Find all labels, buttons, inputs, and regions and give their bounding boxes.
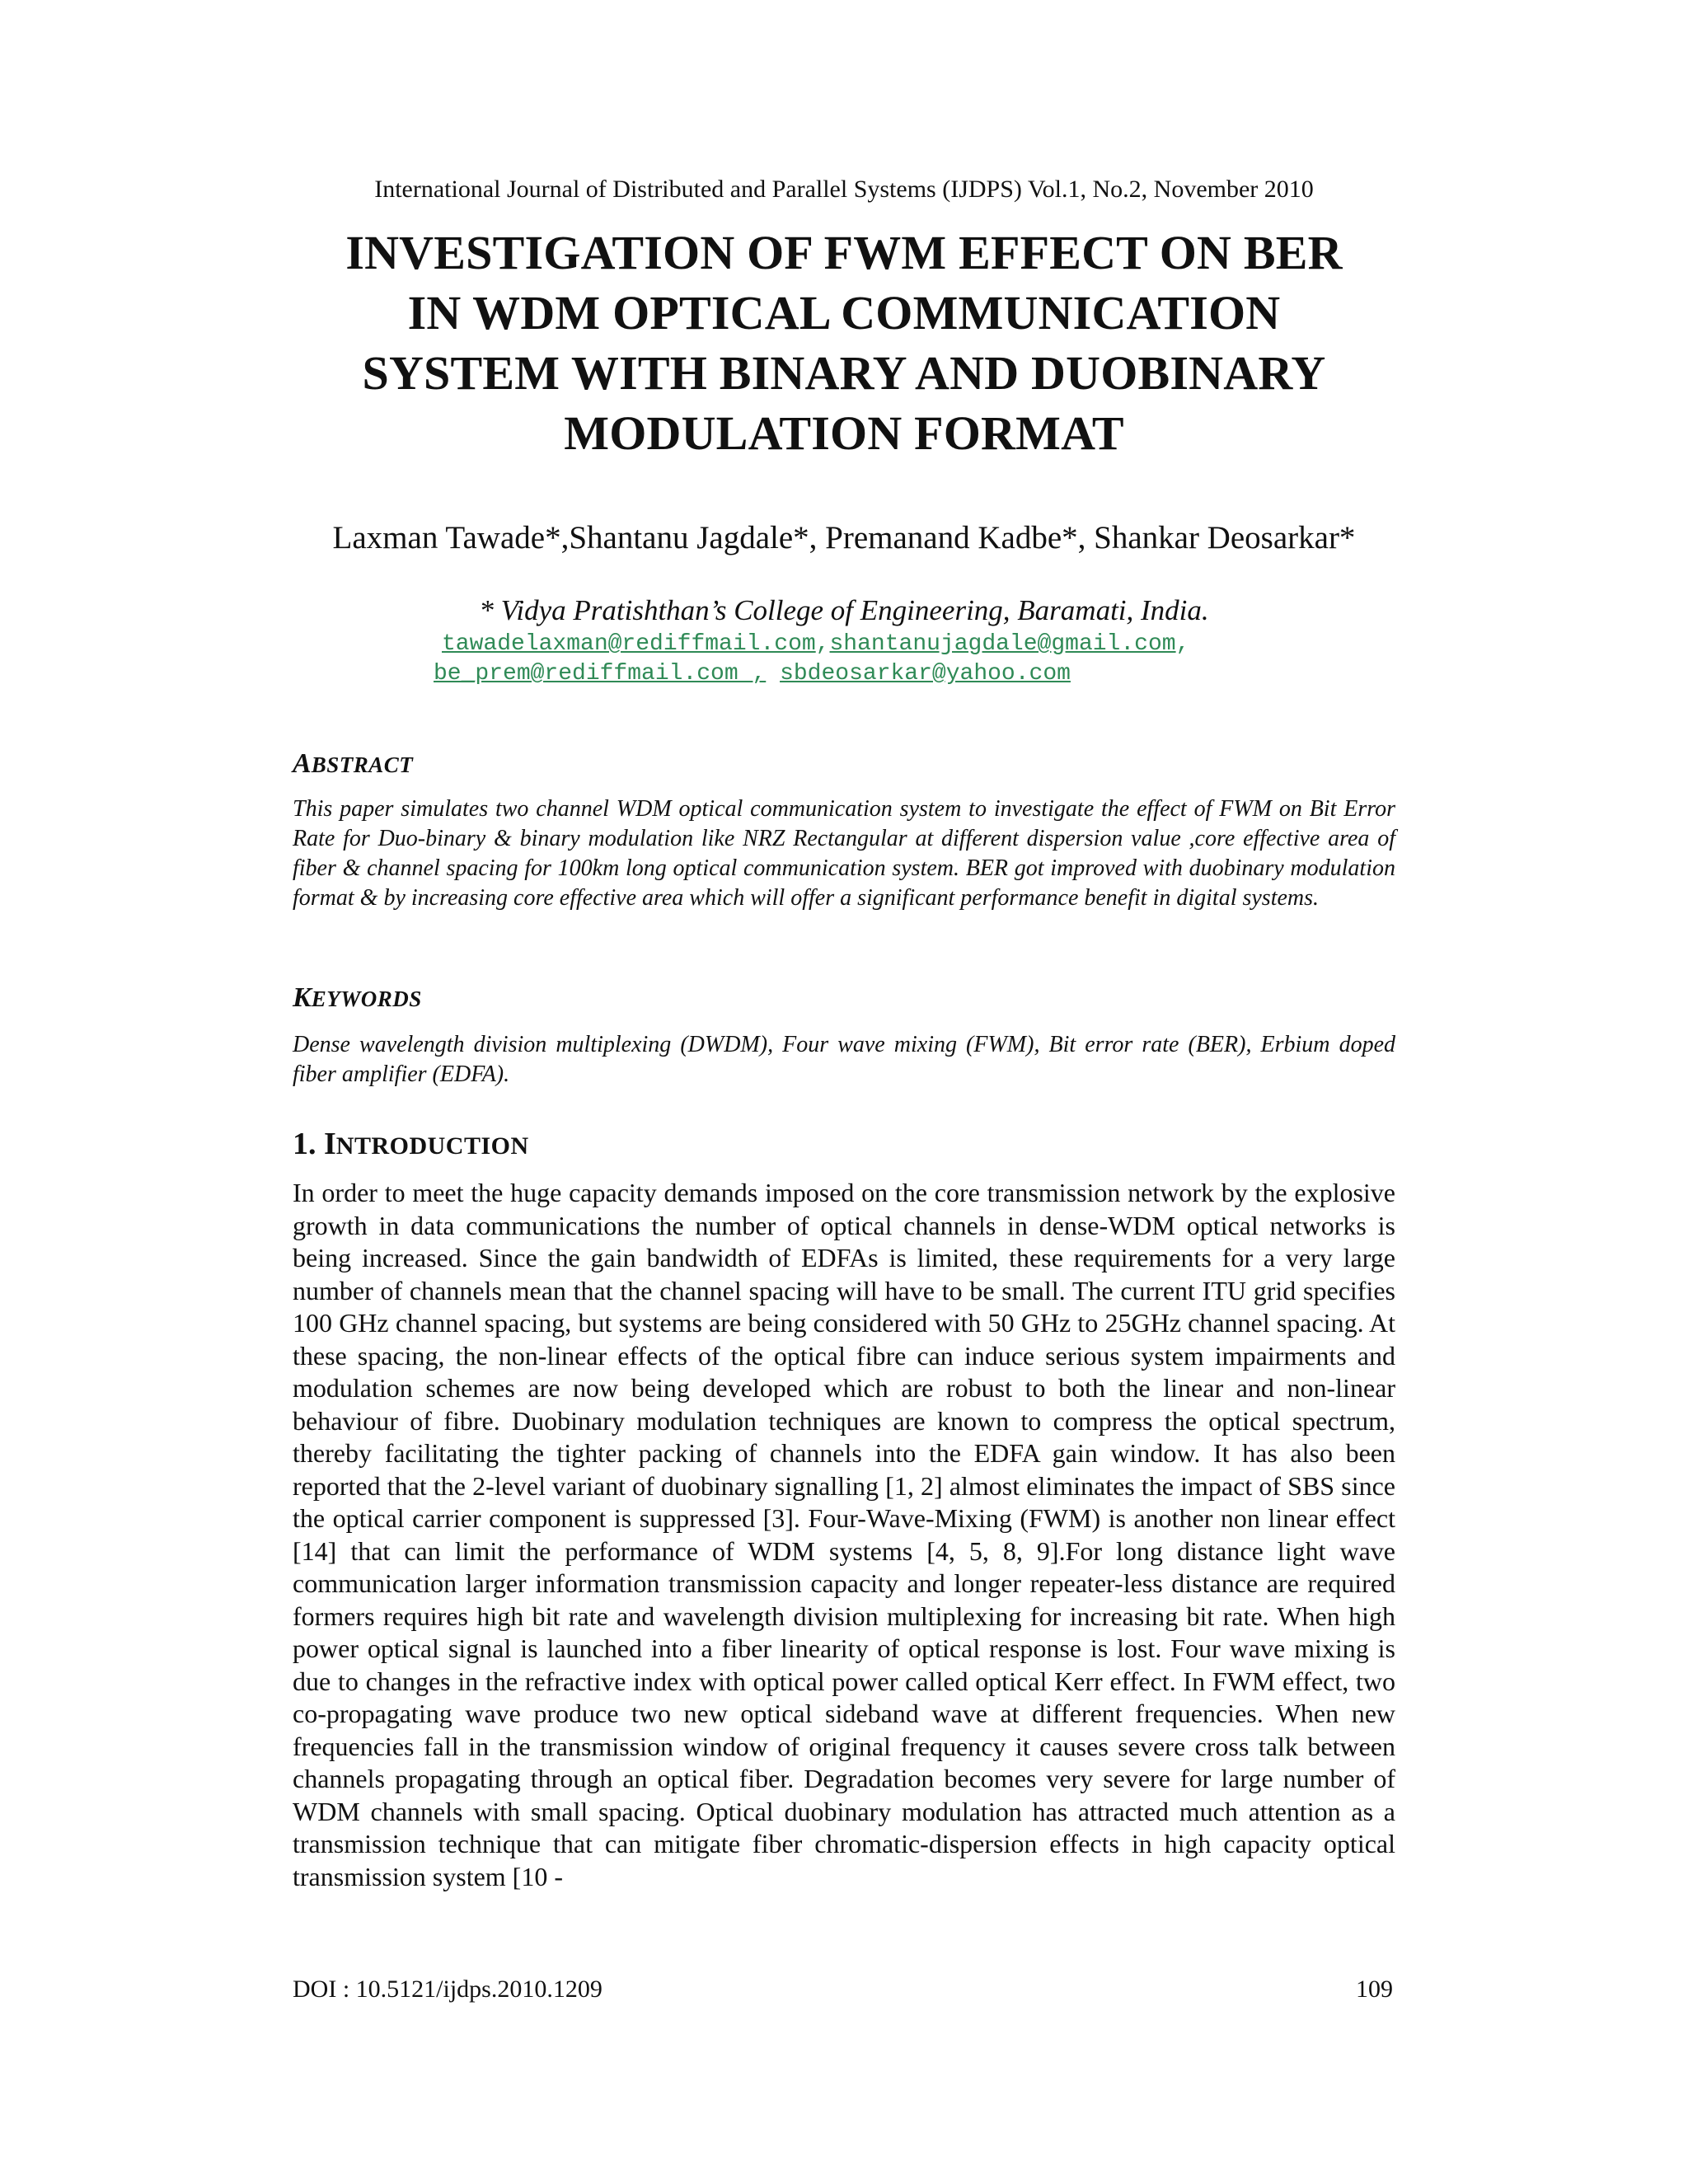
introduction-heading-rest: NTRODUCTION <box>335 1132 529 1160</box>
introduction-heading <box>293 1124 529 1170</box>
author-list: Laxman Tawade*,Shantanu Jagdale*, Premanand Kadbe*, Shankar Deosarkar* <box>332 520 1356 555</box>
email-link-jagdale[interactable]: shantanujagdale@gmail.com <box>829 631 1176 657</box>
email-link-kadbe[interactable]: be_prem@rediffmail.com , <box>434 661 767 687</box>
abstract-heading-rest: BSTRACT <box>311 752 414 777</box>
paper-title: INVESTIGATION OF FWM EFFECT ON BER IN WDM OPTICAL COMMUNICATION SYSTEM WITH BINARY AND DUOBINARY MODULATION FORMAT <box>345 226 1343 460</box>
affiliation: * Vidya Pratishthan’s College of Engineering, Baramati, India. <box>479 594 1209 626</box>
keywords-heading-initial: K <box>293 982 312 1013</box>
keywords-heading <box>293 981 422 1016</box>
page-number: 109 <box>1356 1975 1393 2003</box>
email-link-deosarkar[interactable]: sbdeosarkar@yahoo.com <box>780 661 1071 687</box>
abstract-body: This paper simulates two channel WDM optical communication system to investigate the effect of FWM on Bit Error Rate for Duo-binary & binary modulation like NRZ Rectangular at different dispersion value ,core effective area of fiber & channel spacing for 100km long optical communication system. BER got improved with duobinary modulation format & by increasing core effective area which will offer a significant performance benefit in digital systems. <box>293 796 1395 911</box>
keywords-heading-rest: EYWORDS <box>311 987 422 1011</box>
email-separator: , <box>1175 631 1190 657</box>
journal-header: International Journal of Distributed and Parallel Systems (IJDPS) Vol.1, No.2, November 2010 <box>374 176 1314 203</box>
abstract-heading-initial: A <box>293 748 312 779</box>
email-separator: , <box>815 631 830 657</box>
section-number: 1. <box>293 1127 324 1161</box>
abstract-heading <box>293 747 413 782</box>
email-line-2 <box>434 659 1071 689</box>
keywords-body: Dense wavelength division multiplexing (DWDM), Four wave mixing (FWM), Bit error rate (BER), Erbium doped fiber amplifier (EDFA). <box>293 1032 1395 1087</box>
introduction-heading-initial: I <box>324 1127 336 1161</box>
doi-footer: DOI : 10.5121/ijdps.2010.1209 <box>293 1975 603 2003</box>
email-link-tawade[interactable]: tawadelaxman@rediffmail.com <box>442 631 816 657</box>
introduction-body: In order to meet the huge capacity demands imposed on the core transmission network by the explosive growth in data communications the number of optical channels in dense-WDM optical networks is being increased. Since the gain bandwidth of EDFAs is limited, these requirements for a very large number of channels mean that the channel spacing will have to be small. The current ITU grid specifies 100 GHz channel spacing, but systems are being considered with 50 GHz to 25GHz channel spacing. At these spacing, the non-linear effects of the optical fibre can induce serious system impairments and modulation schemes are now being developed which are robust to both the linear and non-linear behaviour of fibre. Duobinary modulation techniques are known to compress the optical spectrum, thereby facilitating the tighter packing of channels into the EDFA gain window. It has also been reported that the 2-level variant of duobinary signalling [1, 2] almost eliminates the impact of SBS since the optical carrier component is suppressed [3]. Four-Wave-Mixing (FWM) is another non linear effect [14] that can limit the performance of WDM systems [4, 5, 8, 9].For long distance light wave communication larger information transmission capacity and longer repeater-less distance are required formers requires high bit rate and wavelength division multiplexing for increasing bit rate. When high power optical signal is launched into a fiber linearity of optical response is lost. Four wave mixing is due to changes in the refractive index with optical power called optical Kerr effect. In FWM effect, two co-propagating wave produce two new optical sideband wave at different frequencies. When new frequencies fall in the transmission window of original frequency it causes severe cross talk between channels propagating through an optical fiber. Degradation becomes very severe for large number of WDM channels with small spacing. Optical duobinary modulation has attracted much attention as a transmission technique that can mitigate fiber chromatic-dispersion effects in high capacity optical transmission system [10 - <box>293 1178 1395 1891</box>
email-line-1 <box>442 630 1189 659</box>
